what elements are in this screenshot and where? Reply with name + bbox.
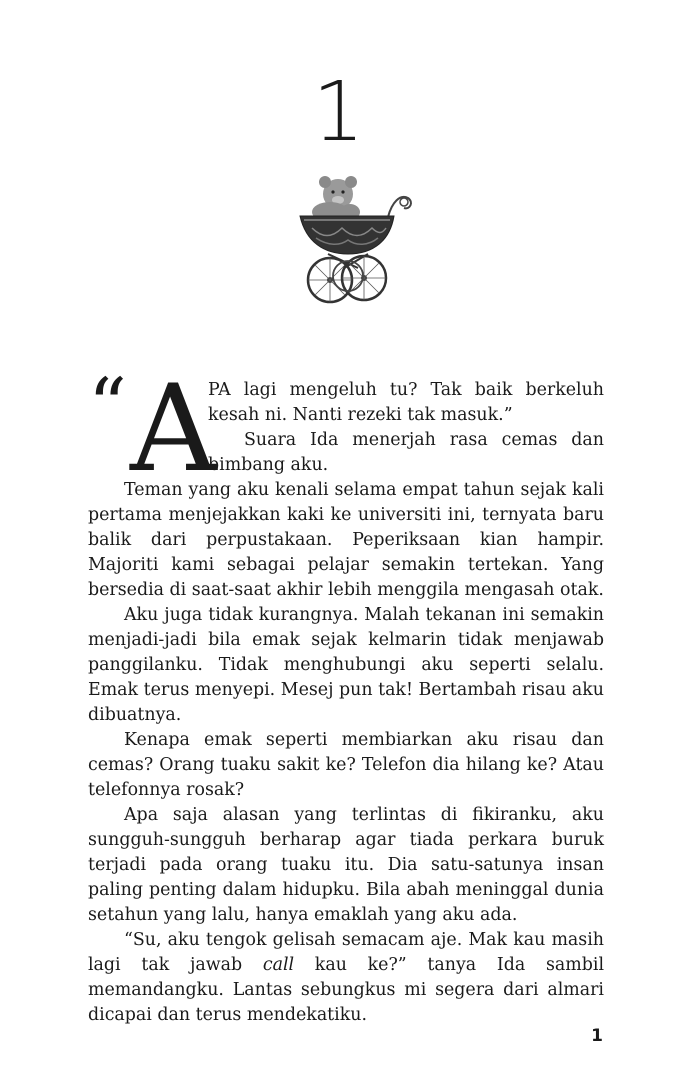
paragraph: Kenapa emak seperti membiarkan aku risau dan cemas? Orang tuaku sakit ke? Telefon dia hilang ke? Atau telefonnya rosak? <box>88 730 604 800</box>
paragraph-last-italic: call <box>262 955 295 975</box>
teddy-bear-in-pram-icon <box>288 172 418 312</box>
opening-block <box>88 360 604 499</box>
paragraph-last-before: “Su, aku tengok gelisah semacam aje. Mak kau masih lagi tak jawab <box>88 930 604 975</box>
body-text <box>88 360 605 1028</box>
drop-cap: A <box>130 360 217 499</box>
paragraph: Teman yang aku kenali selama empat tahun sejak kali pertama menjejakkan kaki ke universiti ini, ternyata baru balik dari perpustakaan. Peperiksaan kian hampir. Majoriti kami sebagai pelajar semakin tertekan. Yang bersedia di saat-saat akhir lebih menggila mengasah otak. <box>88 480 604 600</box>
opening-paragraph-1: PA lagi mengeluh tu? Tak baik berkeluh kesah ni. Nanti rezeki tak masuk.” <box>208 380 604 425</box>
paragraph-last <box>88 928 604 1028</box>
paragraph-last-after: kau ke?” tanya Ida sambil memandangku. Lantas sebungkus mi segera dari almari dicapai dan terus mendekatiku. <box>88 955 605 1025</box>
opening-quote-mark: “ <box>88 361 127 450</box>
page-number: 1 <box>591 1026 603 1046</box>
paragraph: Aku juga tidak kurangnya. Malah tekanan ini semakin menjadi-jadi bila emak sejak kelmarin tidak menjawab panggilanku. Tidak menghubungi aku seperti selalu. Emak terus menyepi. Mesej pun tak! Bertambah risau aku dibuatnya. <box>88 605 604 725</box>
chapter-number: 1 <box>312 65 363 160</box>
paragraph: Apa saja alasan yang terlintas di fikiranku, aku sungguh-sungguh berharap agar tiada perkara buruk terjadi pada orang tuaku itu. Dia satu-satunya insan paling penting dalam hidupku. Bila abah meninggal dunia setahun yang lalu, hanya emaklah yang aku ada. <box>88 805 604 925</box>
opening-text <box>208 378 604 478</box>
opening-paragraph-2: Suara Ida menerjah rasa cemas dan bimbang aku. <box>208 430 604 475</box>
